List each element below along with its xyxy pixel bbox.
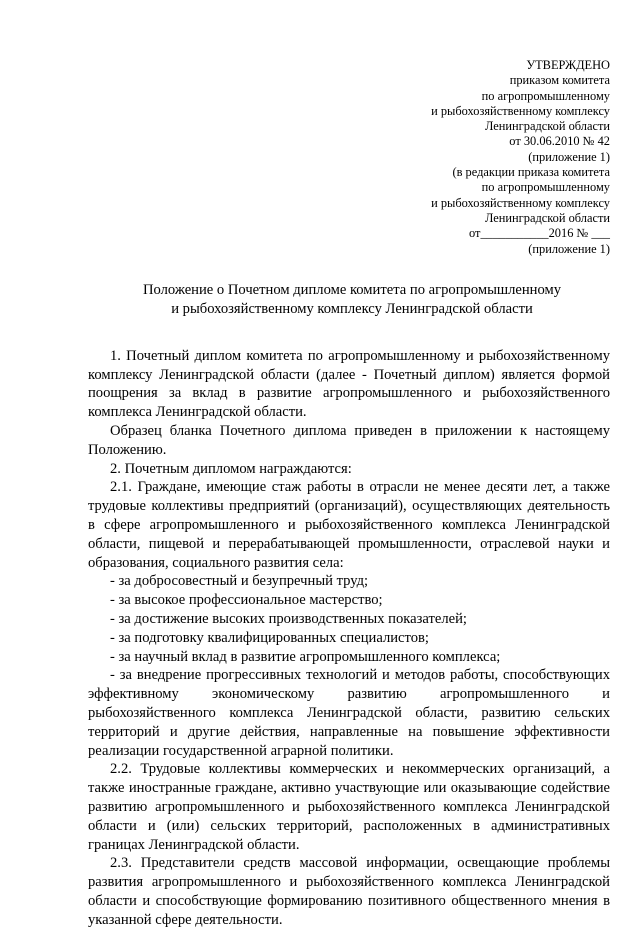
paragraph-2-1: 2.1. Граждане, имеющие стаж работы в отрасли не менее десяти лет, а также трудовые коллективы предприятий (организаций), осуществляющих деятельность в сфере агропромышленного и рыбохозяйственного комплекса Ленинградской области, пищевой и перерабатывающей промышленности, отраслевой науки и образования, социального развития села: <box>88 479 610 571</box>
approval-line: и рыбохозяйственному комплексу <box>431 195 610 210</box>
approval-line: от___________2016 № ___ <box>469 226 610 241</box>
paragraph-1: 1. Почетный диплом комитета по агропромышленному и рыбохозяйственному комплексу Ленинградской области (далее - Почетный диплом) является формой поощрения за вклад в развитие агропромышленного и рыбохозяйственного комплекса Ленинградской области. <box>88 347 610 421</box>
list-item: - за добросовестный и безупречный труд; <box>110 573 369 590</box>
approval-line: Ленинградской области <box>484 210 610 225</box>
title-line-1: Положение о Почетном дипломе комитета по агропромышленному <box>142 281 562 298</box>
list-item: - за высокое профессиональное мастерство; <box>110 592 383 609</box>
approval-line: приказом комитета <box>509 73 610 88</box>
document-body <box>88 347 610 930</box>
approval-stamp <box>88 58 610 257</box>
approval-line: по агропромышленному <box>481 88 610 103</box>
approval-line: (приложение 1) <box>528 149 610 164</box>
approval-line: УТВЕРЖДЕНО <box>526 58 610 72</box>
paragraph-sample-note: Образец бланка Почетного диплома приведен в приложении к настоящему Положению. <box>88 423 610 458</box>
list-item: - за достижение высоких производственных показателей; <box>110 611 467 628</box>
approval-line: (приложение 1) <box>528 241 610 256</box>
paragraph-awardees-heading: 2. Почетным дипломом награждаются: <box>110 460 352 477</box>
approval-line: по агропромышленному <box>481 180 610 195</box>
approval-line: и рыбохозяйственному комплексу <box>431 103 610 118</box>
list-item: - за научный вклад в развитие агропромышленного комплекса; <box>110 648 501 665</box>
paragraph-2-2: 2.2. Трудовые коллективы коммерческих и некоммерческих организаций, а также иностранные граждане, активно участвующие или оказывающие содействие развитию агропромышленного и рыбохозяйственного комплекса Ленинградской области и (или) сельских территорий, расположенных в административных границах Ленинградской области. <box>88 761 610 853</box>
document-title <box>88 281 610 319</box>
approval-line: (в редакции приказа комитета <box>452 165 610 180</box>
list-item-innovation: - за внедрение прогрессивных технологий и методов работы, способствующих эффективному экономическому развитию агропромышленного и рыбохозяйственного комплекса Ленинградской области, развитию сельских территорий и другие действия, направленные на повышение эффективности реализации государственной аграрной политики. <box>88 667 610 759</box>
title-line-2: и рыбохозяйственному комплексу Ленинградской области <box>171 300 533 317</box>
approval-line: от 30.06.2010 № 42 <box>509 134 610 149</box>
paragraph-2-3: 2.3. Представители средств массовой информации, освещающие проблемы развития агропромышленного и рыбохозяйственного комплекса Ленинградской области и способствующие формированию позитивного общественного мнения в указанной сфере деятельности. <box>88 855 610 928</box>
approval-line: Ленинградской области <box>484 119 610 134</box>
list-item: - за подготовку квалифицированных специалистов; <box>110 629 429 646</box>
